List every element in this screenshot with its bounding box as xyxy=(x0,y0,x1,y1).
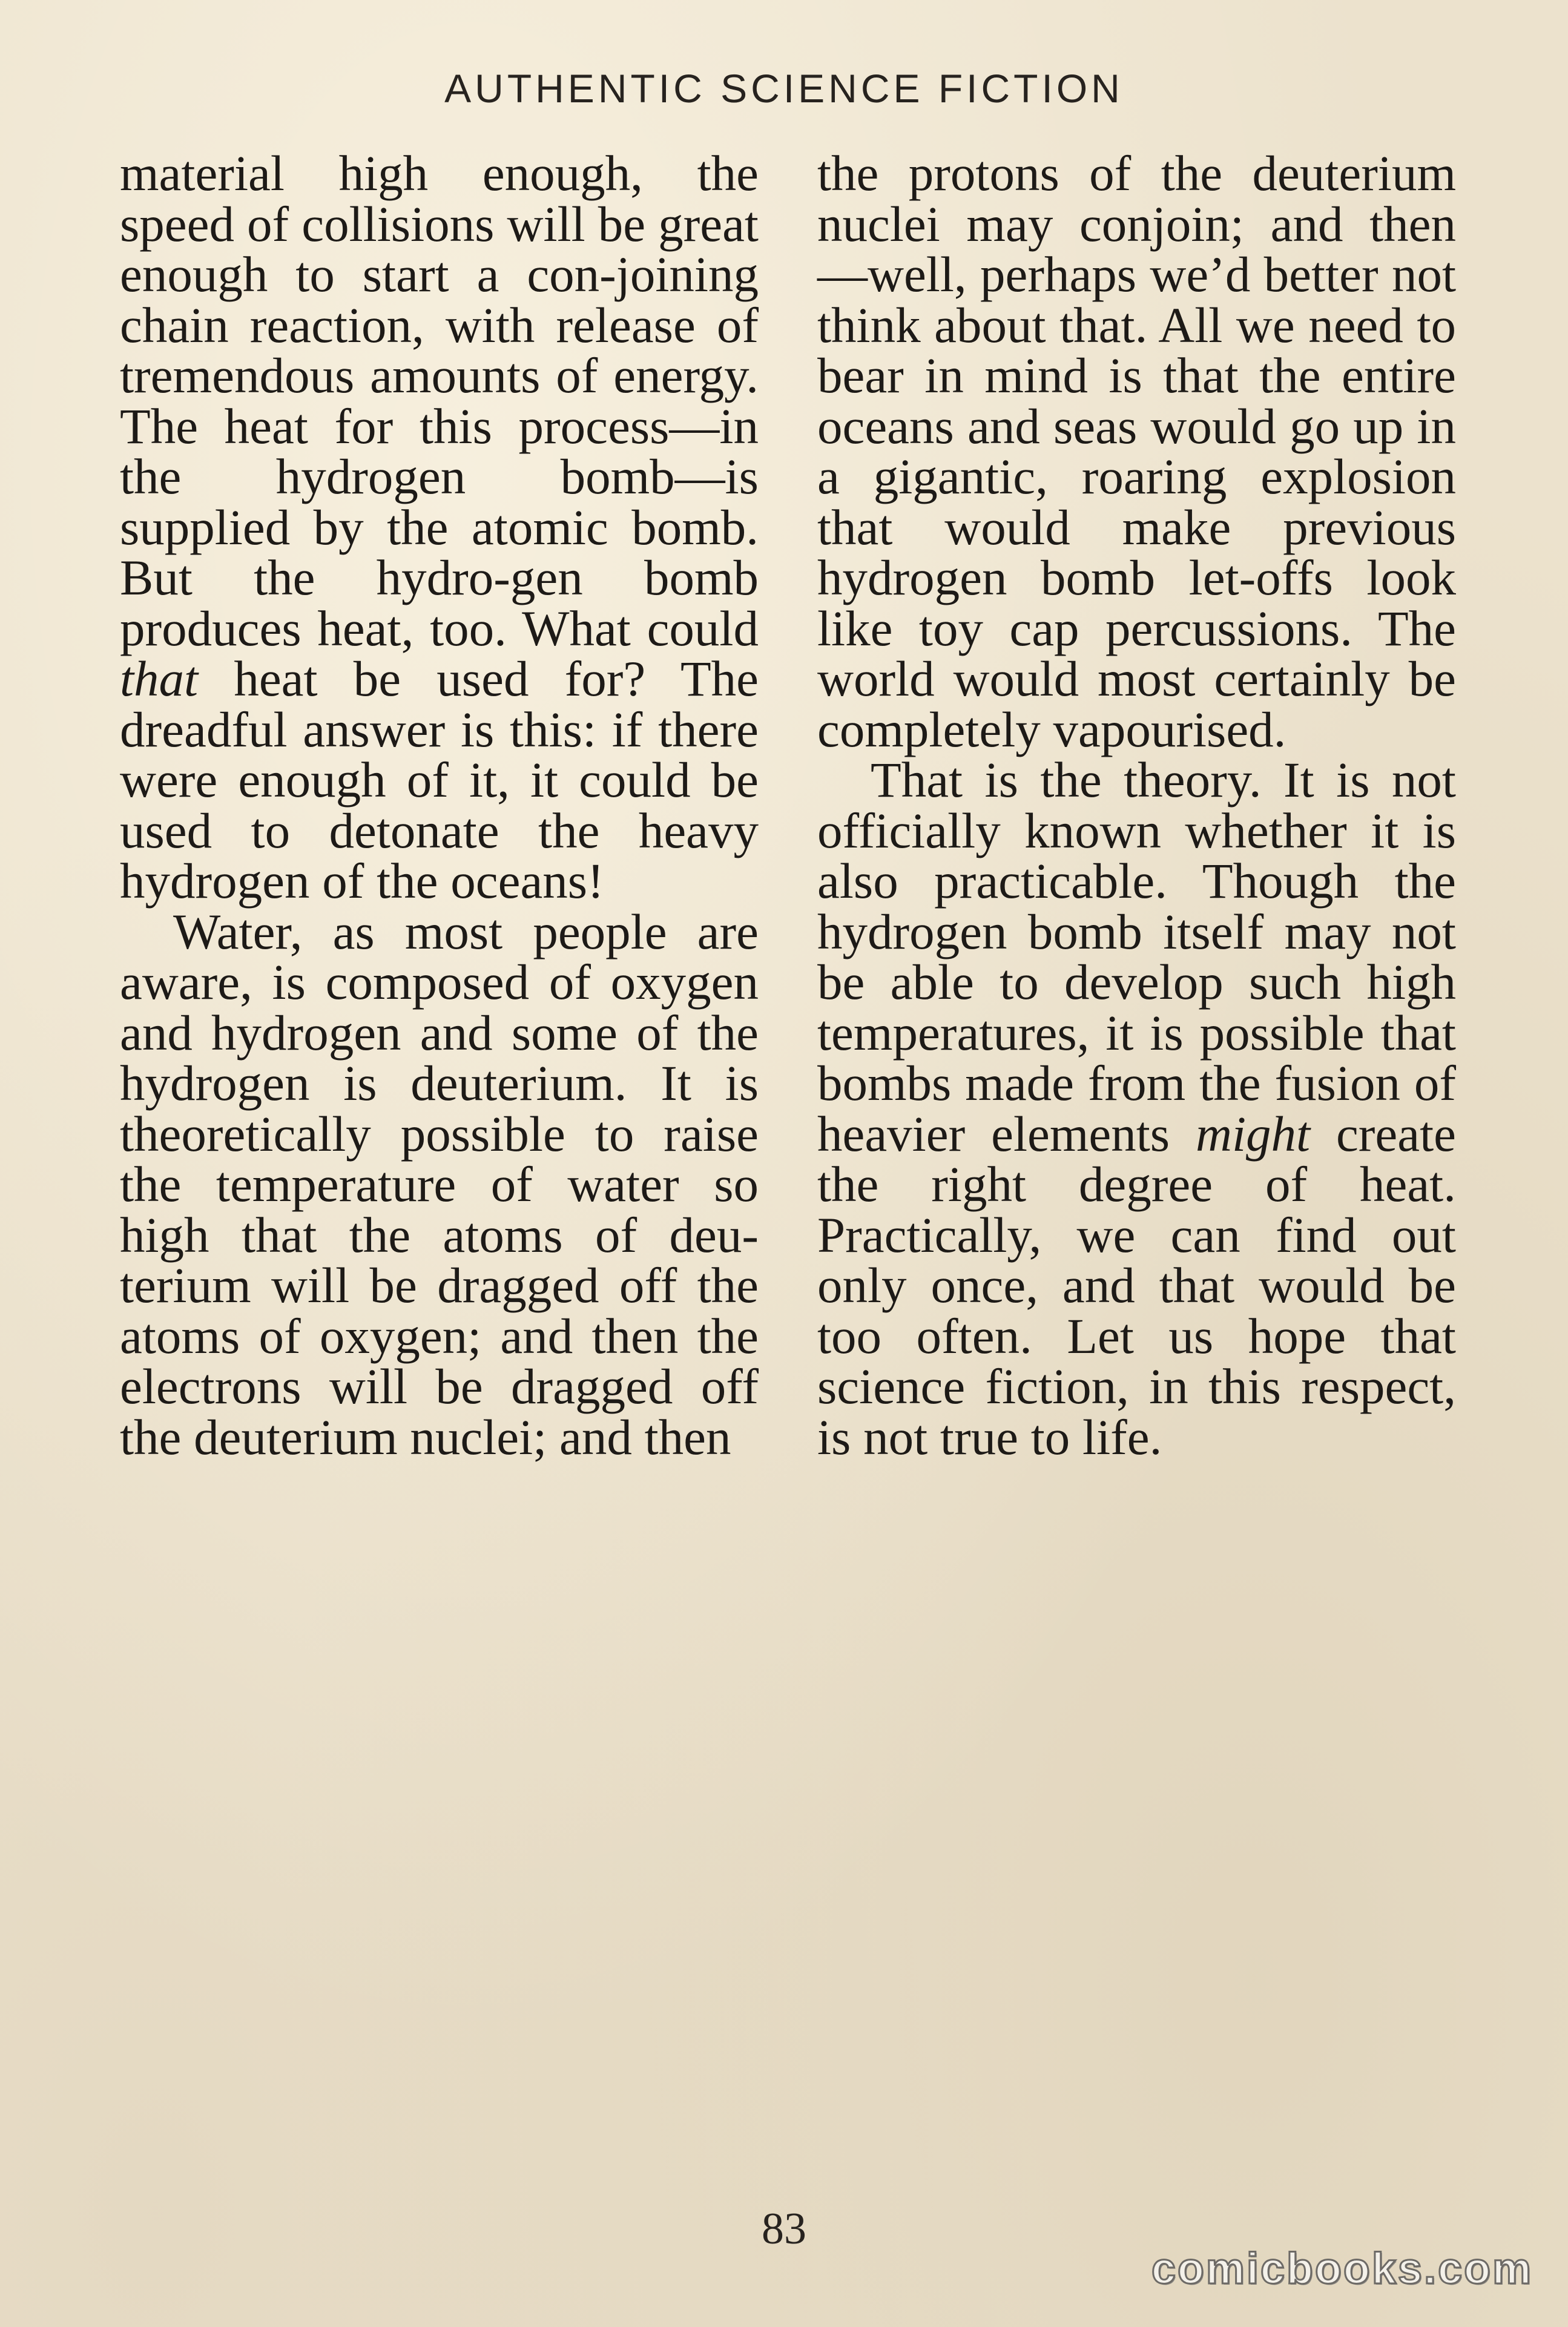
paragraph xyxy=(120,145,759,909)
paragraph xyxy=(817,752,1457,1465)
paragraph: the protons of the deuterium nuclei may conjoin; and then —well, perhaps we’d better not think about that. All we need to bear in mind is that the entire oceans and seas would go up in a gigantic, roaring explosion that would make previous hydrogen bomb let-offs look like toy cap percussions. The world would most certainly be completely vapourised. xyxy=(817,145,1456,757)
paragraph-text: create the right degree of heat. Practically, we can find out only once, and that would be too often. Let us hope that science fiction, in this respect, is not true to life. xyxy=(817,1105,1457,1465)
paragraph-text: heat be used for? The dreadful answer is this: if there were enough of it, it could be used to detonate the heavy hydrogen of the oceans! xyxy=(120,651,759,909)
page-number: 83 xyxy=(762,2204,806,2254)
paragraph-text: material high enough, the speed of collisions will be great enough to start a con-joining chain reaction, with release of tremendous amounts of energy. The heat for this process—in the hydrogen bomb—is supplied by the atomic bomb. But the hydro-gen bomb produces heat, too. What could xyxy=(120,145,759,656)
italic-emphasis: that xyxy=(120,651,199,706)
site-watermark: comicbooks.com xyxy=(1151,2245,1533,2293)
text-column-left xyxy=(120,145,759,1465)
paragraph-text: That is the theory. It is not officially known whether it is also practicable. Though the hydrogen bomb itself may not be able to develop such high temperatures, it is possible that bombs made from the fusion of heavier elements xyxy=(817,752,1456,1162)
paragraph: Water, as most people are aware, is composed of oxygen and hydrogen and some of the hydrogen is deuterium. It is theoretically possible to raise the temperature of water so high that the atoms of deu-terium will be dragged off the atoms of oxygen; and then the electrons will be dragged off the deuterium nuclei; and then xyxy=(120,903,759,1465)
text-column-right xyxy=(817,145,1457,1465)
running-head-title: AUTHENTIC SCIENCE FICTION xyxy=(444,66,1124,111)
italic-emphasis: might xyxy=(1196,1105,1311,1162)
